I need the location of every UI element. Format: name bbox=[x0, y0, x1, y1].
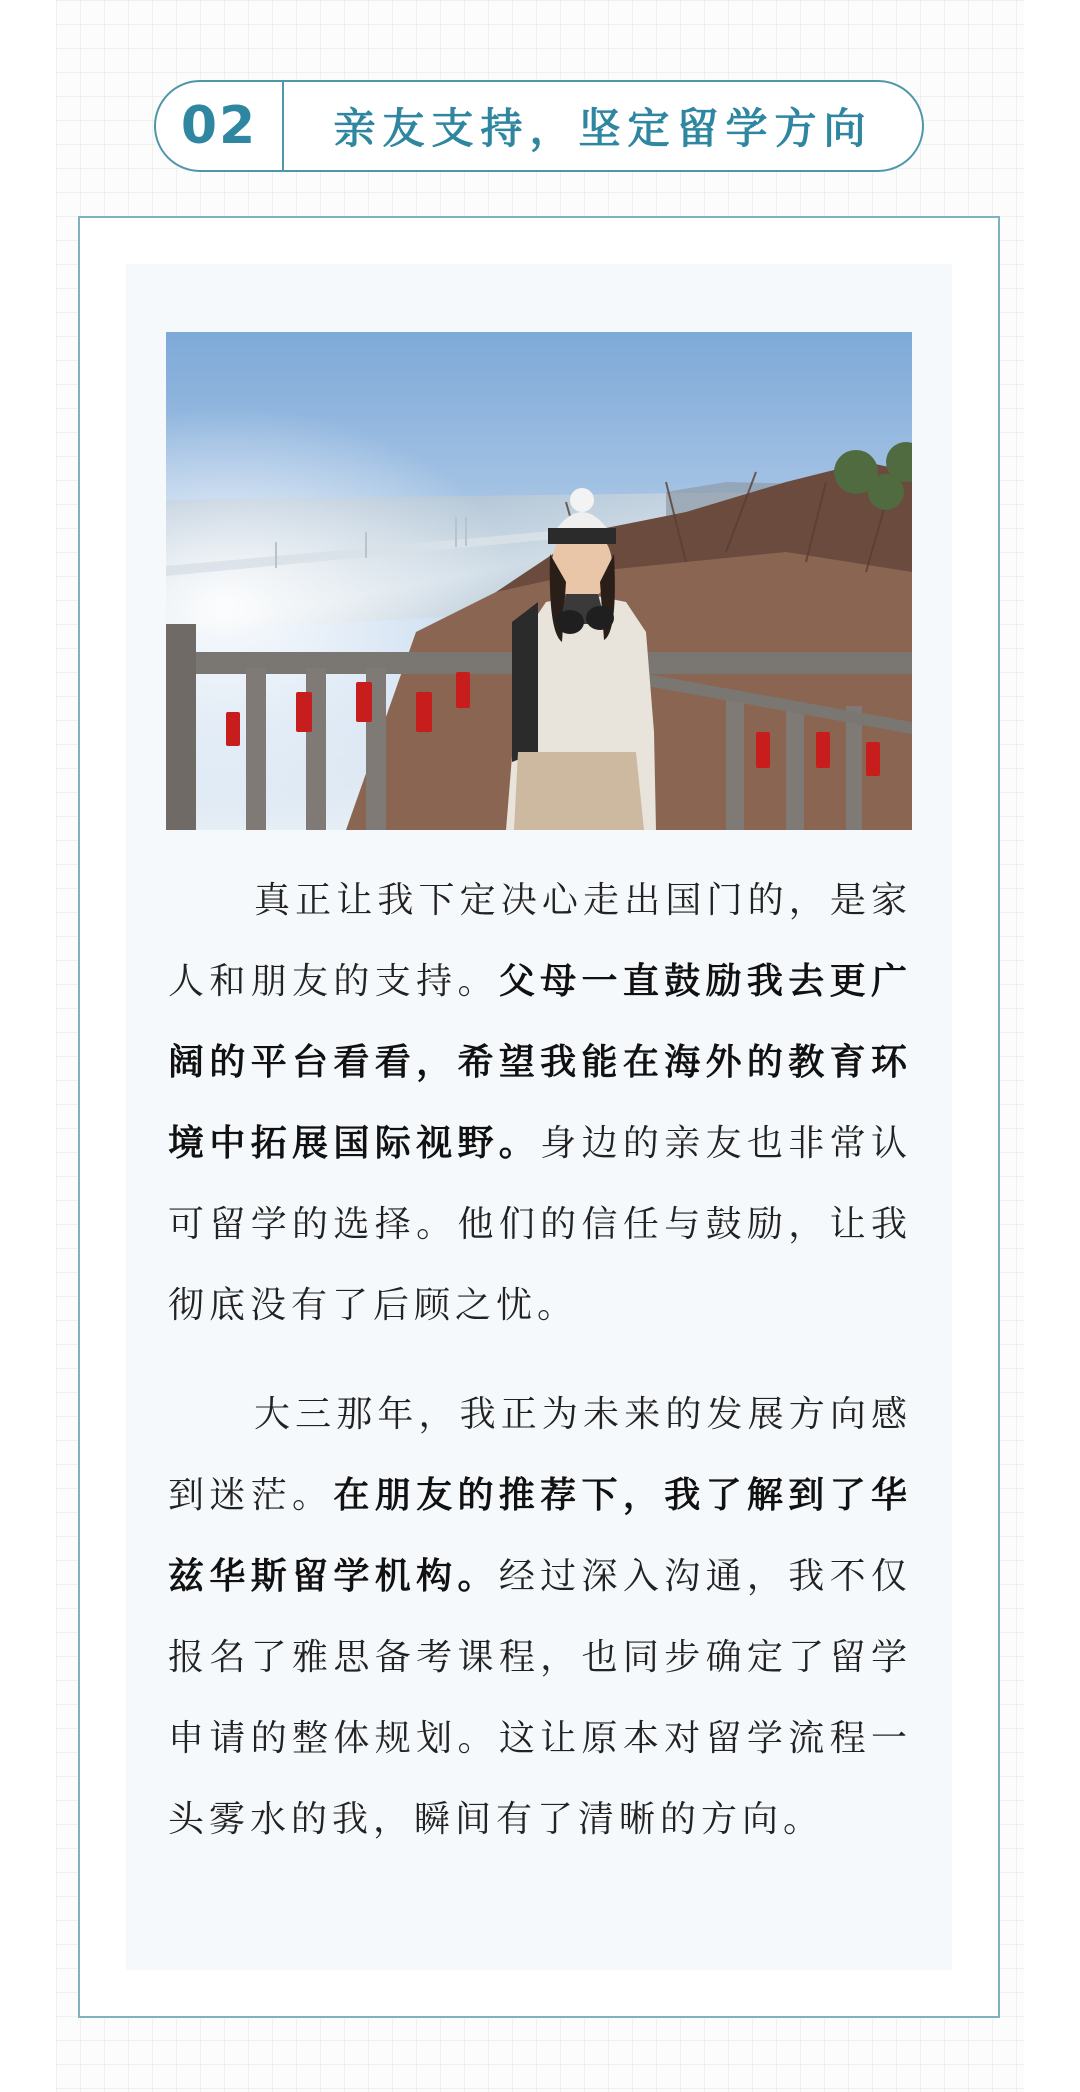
section-header bbox=[154, 80, 924, 172]
article-body bbox=[168, 860, 912, 1888]
paragraph-1-text-b: 身边的亲友也非常认可留学的选择。他们的信任与鼓励，让我彻底没有了后顾之忧。 bbox=[168, 1123, 912, 1326]
paragraph-1 bbox=[168, 860, 912, 1346]
paragraph-2 bbox=[168, 1374, 912, 1860]
paragraph-1-highlight: 父母一直鼓励我去更广阔的平台看看，希望我能在海外的教育环境中拓展国际视野。 bbox=[168, 961, 912, 1164]
section-title: 亲友支持，坚定留学方向 bbox=[333, 104, 873, 153]
paragraph-2-text-a: 大三那年，我正为未来的发展方向感到迷茫。 bbox=[168, 1394, 912, 1516]
section-number: 02 bbox=[180, 96, 258, 156]
paragraph-2-highlight: 在朋友的推荐下，我了解到了华兹华斯留学机构。 bbox=[168, 1475, 912, 1597]
paragraph-2-text-b: 经过深入沟通，我不仅报名了雅思备考课程，也同步确定了留学申请的整体规划。这让原本对留学流程一头雾水的我，瞬间有了清晰的方向。 bbox=[168, 1556, 912, 1840]
paragraph-1-text-a: 真正让我下定决心走出国门的，是家人和朋友的支持。 bbox=[168, 880, 912, 1002]
article-photo bbox=[166, 332, 912, 830]
